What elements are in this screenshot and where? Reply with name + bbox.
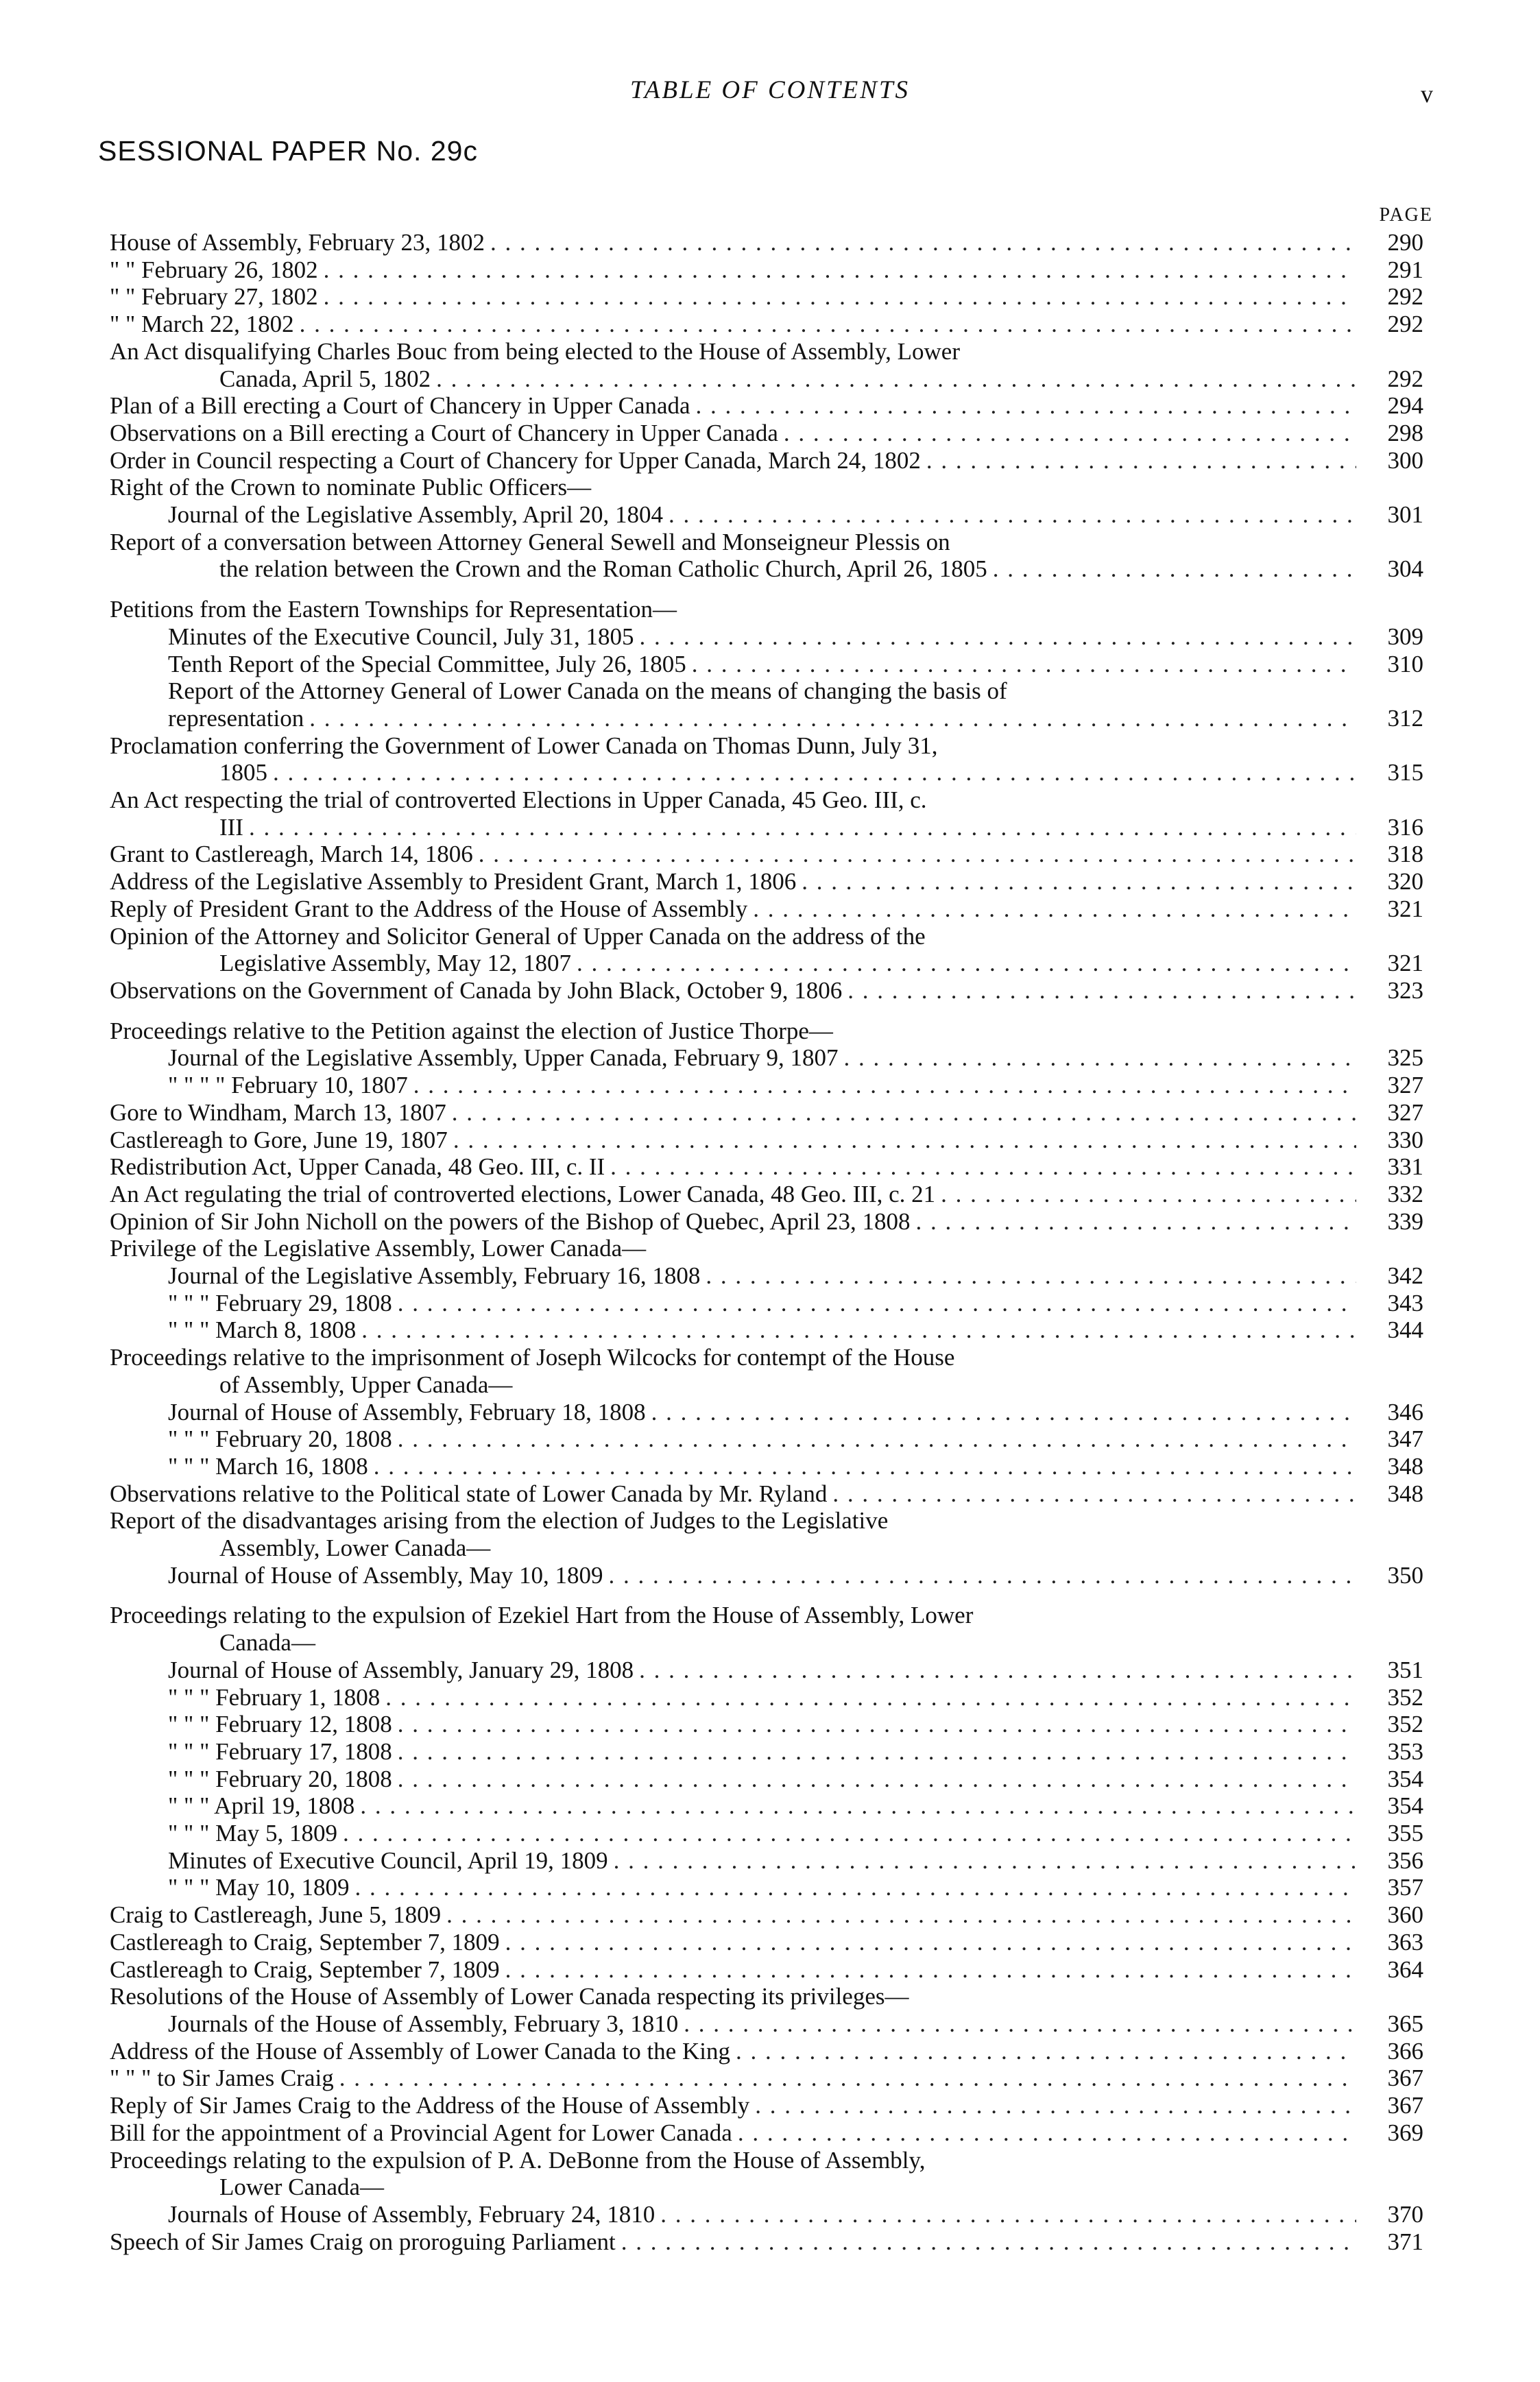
toc-entry-page: 300 bbox=[1387, 446, 1423, 474]
dot-leader bbox=[505, 1929, 1356, 1956]
toc-entry bbox=[168, 1874, 1423, 1901]
toc-entry-page: 332 bbox=[1387, 1180, 1423, 1207]
toc-entry-title: Castlereagh to Gore, June 19, 1807 bbox=[110, 1126, 448, 1153]
toc-entry-title: Journal of the Legislative Assembly, April 20, 1804 bbox=[168, 501, 663, 529]
toc-entry-title: the relation between the Crown and the Roman Catholic Church, April 26, 1805 bbox=[219, 555, 987, 583]
toc-entry-page: 292 bbox=[1387, 283, 1423, 311]
toc-entry bbox=[168, 1792, 1423, 1820]
toc-entry bbox=[168, 1657, 1423, 1684]
toc-entry-title: Canada— bbox=[219, 1629, 315, 1657]
toc-entry bbox=[110, 1983, 1423, 2010]
toc-entry bbox=[110, 2228, 1423, 2256]
dot-leader bbox=[453, 1127, 1356, 1154]
toc-entry-title: " " " February 17, 1808 bbox=[168, 1737, 392, 1765]
toc-entry-title: " " March 22, 1802 bbox=[110, 311, 294, 338]
toc-entry-title: Observations on a Bill erecting a Court of Chancery in Upper Canada bbox=[110, 419, 778, 446]
toc-entry-title: Craig to Castlereagh, June 5, 1809 bbox=[110, 1901, 442, 1929]
toc-entry bbox=[110, 1602, 1423, 1656]
toc-entry bbox=[110, 868, 1423, 895]
dot-leader bbox=[669, 501, 1356, 529]
toc-entry bbox=[110, 2038, 1423, 2065]
toc-entry-page: 357 bbox=[1387, 1874, 1423, 1901]
toc-entry-page: 330 bbox=[1387, 1126, 1423, 1153]
toc-entry bbox=[168, 1711, 1423, 1738]
dot-leader bbox=[941, 1181, 1356, 1208]
toc-entry-title: " " " May 10, 1809 bbox=[168, 1874, 350, 1901]
toc-entry-title: Observations on the Government of Canada by John Black, October 9, 1806 bbox=[110, 976, 843, 1004]
toc-entry-title: Journals of the House of Assembly, February 3, 1810 bbox=[168, 2010, 679, 2037]
toc-entry-title: representation bbox=[168, 704, 304, 732]
toc-entry-title: House of Assembly, February 23, 1802 bbox=[110, 229, 485, 256]
toc-entry-page: 291 bbox=[1387, 256, 1423, 283]
toc-entry-page: 339 bbox=[1387, 1207, 1423, 1235]
dot-leader bbox=[339, 2065, 1356, 2092]
toc-entry-title: Proceedings relative to the Petition against the election of Justice Thorpe— bbox=[110, 1017, 833, 1044]
toc-entry bbox=[168, 1847, 1423, 1875]
toc-entry-page: 327 bbox=[1387, 1072, 1423, 1099]
dot-leader bbox=[505, 1956, 1356, 1984]
toc-entry bbox=[110, 2119, 1423, 2147]
toc-entry-title: Canada, April 5, 1802 bbox=[219, 365, 431, 392]
toc-entry-page: 318 bbox=[1387, 841, 1423, 868]
page-column-header: PAGE bbox=[1379, 204, 1433, 226]
toc-entry-title: Minutes of the Executive Council, July 31, 1805 bbox=[168, 623, 634, 650]
dot-leader bbox=[343, 1820, 1356, 1847]
dot-leader bbox=[832, 1480, 1356, 1508]
dot-leader bbox=[374, 1453, 1356, 1480]
toc-entry-title: " " " February 29, 1808 bbox=[168, 1289, 392, 1316]
dot-leader bbox=[738, 2119, 1356, 2147]
toc-entry bbox=[168, 1766, 1423, 1793]
toc-entry-title: Assembly, Lower Canada— bbox=[219, 1535, 491, 1562]
toc-entry-page: 292 bbox=[1387, 311, 1423, 338]
toc-entry-page: 347 bbox=[1387, 1425, 1423, 1453]
toc-entry bbox=[110, 596, 1423, 623]
running-title: TABLE OF CONTENTS bbox=[629, 76, 911, 104]
toc-entry-page: 331 bbox=[1387, 1153, 1423, 1181]
toc-entry-title: " " " March 16, 1808 bbox=[168, 1452, 368, 1480]
toc-entry bbox=[110, 1208, 1423, 1236]
toc-entry-title: 1805 bbox=[219, 759, 267, 786]
dot-leader bbox=[577, 950, 1356, 977]
toc-entry-page: 354 bbox=[1387, 1765, 1423, 1792]
toc-entry-title: Observations relative to the Political state of Lower Canada by Mr. Ryland bbox=[110, 1480, 828, 1507]
dot-leader bbox=[640, 623, 1357, 651]
toc-entry bbox=[168, 1684, 1423, 1711]
toc-entry-title: " " " February 1, 1808 bbox=[168, 1683, 381, 1711]
toc-entry-title: " " " February 20, 1808 bbox=[168, 1425, 392, 1453]
toc-entry-title: Proceedings relating to the expulsion of P. A. DeBonne from the House of Assembly, bbox=[110, 2146, 926, 2174]
dot-leader bbox=[398, 1711, 1356, 1738]
toc-entry-title: Petitions from the Eastern Townships for Representation— bbox=[110, 596, 677, 623]
toc-entry-page: 355 bbox=[1387, 1820, 1423, 1847]
dot-leader bbox=[490, 229, 1356, 256]
toc-entry-title: Proclamation conferring the Government of Lower Canada on Thomas Dunn, July 31, bbox=[110, 732, 938, 759]
toc-entry bbox=[168, 651, 1423, 678]
toc-entry bbox=[110, 392, 1423, 420]
dot-leader bbox=[385, 1684, 1356, 1711]
dot-leader bbox=[755, 2092, 1356, 2119]
toc-entry bbox=[110, 732, 1423, 786]
toc-entry-page: 298 bbox=[1387, 419, 1423, 446]
dot-leader bbox=[684, 2010, 1356, 2038]
toc-entry bbox=[168, 1262, 1423, 1290]
toc-entry-title: Tenth Report of the Special Committee, July 26, 1805 bbox=[168, 650, 686, 677]
toc-entry-title: Journal of House of Assembly, February 18, 1808 bbox=[168, 1398, 646, 1425]
toc-entry bbox=[110, 2065, 1423, 2092]
dot-leader bbox=[398, 1766, 1356, 1793]
toc-entry-page: 292 bbox=[1387, 365, 1423, 392]
toc-entry-title: Journal of the Legislative Assembly, February 16, 1808 bbox=[168, 1262, 701, 1290]
toc-entry bbox=[110, 283, 1423, 311]
dot-leader bbox=[692, 651, 1356, 678]
toc-entry bbox=[168, 1820, 1423, 1847]
toc-entry-title: Proceedings relative to the imprisonment of Joseph Wilcocks for contempt of the House bbox=[110, 1344, 955, 1371]
toc-entry-page: 312 bbox=[1387, 704, 1423, 732]
toc-entry-title: Minutes of Executive Council, April 19, 1809 bbox=[168, 1846, 608, 1874]
toc-entry-title: An Act disqualifying Charles Bouc from being elected to the House of Assembly, Lower bbox=[110, 337, 960, 365]
toc-entry-title: Castlereagh to Craig, September 7, 1809 bbox=[110, 1928, 500, 1956]
toc-entry bbox=[110, 977, 1423, 1004]
dot-leader bbox=[273, 759, 1356, 786]
dot-leader bbox=[436, 365, 1356, 393]
toc-entry-page: 316 bbox=[1387, 813, 1423, 841]
toc-entry-page: 351 bbox=[1387, 1656, 1423, 1683]
toc-entry-title: " " " May 5, 1809 bbox=[168, 1820, 338, 1847]
toc-entry bbox=[110, 1929, 1423, 1956]
toc-entry bbox=[168, 1290, 1423, 1317]
toc-entry-page: 290 bbox=[1387, 229, 1423, 256]
toc-entry-page: 342 bbox=[1387, 1262, 1423, 1290]
toc-entry bbox=[168, 623, 1423, 651]
sessional-paper-label: SESSIONAL PAPER No. 29c bbox=[98, 135, 478, 167]
toc-entry-title: Opinion of Sir John Nicholl on the powers of the Bishop of Quebec, April 23, 1808 bbox=[110, 1207, 911, 1235]
toc-entry-title: Privilege of the Legislative Assembly, Lower Canada— bbox=[110, 1235, 647, 1262]
toc-entry-page: 321 bbox=[1387, 950, 1423, 977]
toc-entry-page: 364 bbox=[1387, 1956, 1423, 1983]
toc-entry bbox=[168, 2010, 1423, 2038]
toc-entry-page: 353 bbox=[1387, 1737, 1423, 1765]
toc-entry bbox=[110, 923, 1423, 977]
toc-entry bbox=[168, 1044, 1423, 1072]
dot-leader bbox=[479, 841, 1356, 868]
toc-entry-page: 350 bbox=[1387, 1561, 1423, 1589]
toc-entry-title: Reply of President Grant to the Address of the House of Assembly bbox=[110, 895, 748, 922]
toc-entry-title: III bbox=[219, 813, 243, 841]
toc-entry bbox=[110, 1956, 1423, 1984]
toc-entry-page: 370 bbox=[1387, 2200, 1423, 2228]
toc-entry bbox=[110, 1507, 1423, 1561]
toc-entry-title: Address of the House of Assembly of Lower Canada to the King bbox=[110, 2037, 730, 2065]
toc-entry-title: " " " to Sir James Craig bbox=[110, 2065, 334, 2092]
toc-entry-page: 344 bbox=[1387, 1316, 1423, 1344]
toc-entry bbox=[110, 256, 1423, 284]
toc-entry-page: 315 bbox=[1387, 759, 1423, 786]
toc-entry-title: Bill for the appointment of a Provincial Agent for Lower Canada bbox=[110, 2119, 732, 2146]
toc-entry-title: Opinion of the Attorney and Solicitor General of Upper Canada on the address of the bbox=[110, 922, 926, 950]
toc-entry-title: Legislative Assembly, May 12, 1807 bbox=[219, 950, 571, 977]
toc-entry bbox=[168, 1425, 1423, 1453]
dot-leader bbox=[398, 1738, 1356, 1766]
toc-entry-title: Grant to Castlereagh, March 14, 1806 bbox=[110, 841, 473, 868]
toc-entry-page: 356 bbox=[1387, 1846, 1423, 1874]
toc-entry-title: Report of a conversation between Attorney General Sewell and Monseigneur Plessis on bbox=[110, 528, 950, 555]
toc-entry bbox=[168, 1399, 1423, 1426]
dot-leader bbox=[916, 1208, 1356, 1236]
toc-entry bbox=[110, 338, 1423, 392]
toc-entry bbox=[110, 1235, 1423, 1262]
dot-leader bbox=[610, 1153, 1356, 1181]
dot-leader bbox=[660, 2201, 1356, 2228]
toc-entry-title: Lower Canada— bbox=[219, 2174, 385, 2201]
dot-leader bbox=[361, 1316, 1356, 1344]
toc-entry-page: 321 bbox=[1387, 895, 1423, 922]
toc-entry-title: Journal of the Legislative Assembly, Upper Canada, February 9, 1807 bbox=[168, 1044, 839, 1072]
dot-leader bbox=[784, 420, 1356, 447]
toc-entry-page: 327 bbox=[1387, 1098, 1423, 1126]
toc-entry-page: 325 bbox=[1387, 1044, 1423, 1072]
toc-entry-page: 294 bbox=[1387, 392, 1423, 420]
dot-leader bbox=[355, 1874, 1356, 1901]
toc-entry-page: 366 bbox=[1387, 2037, 1423, 2065]
dot-leader bbox=[639, 1657, 1356, 1684]
toc-entry bbox=[168, 1316, 1423, 1344]
toc-entry bbox=[168, 1072, 1423, 1099]
dot-leader bbox=[452, 1099, 1356, 1127]
toc-entry-title: Resolutions of the House of Assembly of Lower Canada respecting its privileges— bbox=[110, 1983, 909, 2010]
toc-entry-page: 346 bbox=[1387, 1398, 1423, 1425]
toc-entry bbox=[168, 1562, 1423, 1589]
toc-entry-page: 352 bbox=[1387, 1711, 1423, 1738]
toc-entry-title: Proceedings relating to the expulsion of Ezekiel Hart from the House of Assembly, Lower bbox=[110, 1602, 974, 1629]
dot-leader bbox=[696, 392, 1356, 420]
dot-leader bbox=[614, 1847, 1356, 1875]
toc-entry bbox=[110, 1480, 1423, 1508]
toc-entry-title: Journal of House of Assembly, May 10, 1809 bbox=[168, 1561, 603, 1589]
toc-entry-title: Journal of House of Assembly, January 29, 1808 bbox=[168, 1656, 634, 1683]
toc-entry-page: 348 bbox=[1387, 1480, 1423, 1507]
toc-entry-page: 309 bbox=[1387, 623, 1423, 650]
toc-entry bbox=[110, 474, 1423, 501]
toc-entry-title: Redistribution Act, Upper Canada, 48 Geo. III, c. II bbox=[110, 1153, 605, 1181]
toc-entry bbox=[110, 1127, 1423, 1154]
toc-entry bbox=[110, 1153, 1423, 1181]
dot-leader bbox=[309, 705, 1356, 732]
dot-leader bbox=[413, 1072, 1356, 1099]
toc-entry bbox=[110, 841, 1423, 868]
toc-entry bbox=[110, 420, 1423, 447]
toc-entry-title: " " " February 20, 1808 bbox=[168, 1765, 392, 1792]
toc-entry-title: " " February 26, 1802 bbox=[110, 256, 318, 283]
toc-entry-page: 371 bbox=[1387, 2228, 1423, 2255]
dot-leader bbox=[802, 868, 1356, 895]
toc-entry-title: Address of the Legislative Assembly to President Grant, March 1, 1806 bbox=[110, 868, 797, 895]
toc-entry bbox=[110, 1181, 1423, 1208]
toc-entry-page: 304 bbox=[1387, 555, 1423, 583]
dot-leader bbox=[398, 1290, 1356, 1317]
toc-entry-page: 367 bbox=[1387, 2065, 1423, 2092]
toc-entry-page: 363 bbox=[1387, 1928, 1423, 1956]
toc-entry bbox=[168, 1738, 1423, 1766]
toc-entry-page: 343 bbox=[1387, 1289, 1423, 1316]
toc-entry-title: Speech of Sir James Craig on proroguing Parliament bbox=[110, 2228, 616, 2255]
dot-leader bbox=[608, 1562, 1356, 1589]
toc-entry-title: Order in Council respecting a Court of Chancery for Upper Canada, March 24, 1802 bbox=[110, 446, 921, 474]
dot-leader bbox=[398, 1425, 1356, 1453]
toc-entry bbox=[110, 311, 1423, 338]
toc-entry bbox=[110, 1099, 1423, 1127]
dot-leader bbox=[300, 311, 1356, 338]
toc-entry-page: 323 bbox=[1387, 976, 1423, 1004]
dot-leader bbox=[446, 1901, 1356, 1929]
dot-leader bbox=[324, 283, 1356, 311]
toc-entry-title: Gore to Windham, March 13, 1807 bbox=[110, 1098, 446, 1126]
toc-entry bbox=[110, 1018, 1423, 1045]
toc-entry-page: 369 bbox=[1387, 2119, 1423, 2146]
toc-entry-title: An Act regulating the trial of controverted elections, Lower Canada, 48 Geo. III, c. 21 bbox=[110, 1180, 936, 1207]
toc-entry-page: 320 bbox=[1387, 868, 1423, 895]
toc-entry bbox=[168, 501, 1423, 529]
toc-entry-page: 354 bbox=[1387, 1792, 1423, 1820]
toc-entry bbox=[110, 529, 1423, 583]
toc-entry bbox=[110, 447, 1423, 474]
toc-entry-title: Reply of Sir James Craig to the Address of the House of Assembly bbox=[110, 2092, 750, 2119]
toc-entry-title: " " " February 12, 1808 bbox=[168, 1711, 392, 1738]
dot-leader bbox=[753, 895, 1356, 923]
toc-entry bbox=[110, 1344, 1423, 1398]
dot-leader bbox=[736, 2038, 1356, 2065]
toc-entry-title: Journals of House of Assembly, February 24, 1810 bbox=[168, 2200, 655, 2228]
table-of-contents bbox=[0, 229, 1540, 2255]
toc-entry-title: An Act respecting the trial of controverted Elections in Upper Canada, 45 Geo. III, c. bbox=[110, 786, 927, 814]
toc-entry bbox=[168, 2201, 1423, 2228]
toc-entry-title: of Assembly, Upper Canada— bbox=[219, 1371, 513, 1398]
toc-entry-title: Report of the Attorney General of Lower Canada on the means of changing the basis of bbox=[168, 677, 1007, 705]
toc-entry-page: 352 bbox=[1387, 1683, 1423, 1711]
toc-entry-title: " " " April 19, 1808 bbox=[168, 1792, 355, 1820]
toc-entry-title: " " " " February 10, 1807 bbox=[168, 1072, 408, 1099]
toc-entry bbox=[110, 2147, 1423, 2201]
toc-entry-page: 360 bbox=[1387, 1901, 1423, 1929]
dot-leader bbox=[651, 1399, 1356, 1426]
toc-entry bbox=[110, 229, 1423, 256]
toc-entry bbox=[110, 786, 1423, 841]
dot-leader bbox=[706, 1262, 1356, 1290]
dot-leader bbox=[324, 256, 1356, 284]
toc-entry bbox=[168, 677, 1423, 732]
dot-leader bbox=[926, 447, 1356, 474]
toc-entry-title: Right of the Crown to nominate Public Officers— bbox=[110, 474, 592, 501]
toc-entry-page: 367 bbox=[1387, 2092, 1423, 2119]
dot-leader bbox=[844, 1044, 1356, 1072]
toc-entry bbox=[110, 895, 1423, 923]
toc-entry-title: Plan of a Bill erecting a Court of Chancery in Upper Canada bbox=[110, 392, 690, 420]
dot-leader bbox=[249, 814, 1356, 841]
dot-leader bbox=[993, 555, 1356, 583]
dot-leader bbox=[360, 1792, 1356, 1820]
toc-entry-page: 310 bbox=[1387, 650, 1423, 677]
page-number-roman: v bbox=[1421, 80, 1433, 108]
toc-entry bbox=[110, 2092, 1423, 2119]
toc-entry-title: " " " March 8, 1808 bbox=[168, 1316, 357, 1344]
toc-entry-page: 301 bbox=[1387, 501, 1423, 529]
toc-entry-title: Castlereagh to Craig, September 7, 1809 bbox=[110, 1956, 500, 1983]
toc-entry-title: " " February 27, 1802 bbox=[110, 283, 318, 311]
toc-entry bbox=[168, 1453, 1423, 1480]
toc-entry-title: Report of the disadvantages arising from the election of Judges to the Legislative bbox=[110, 1507, 889, 1535]
toc-entry bbox=[110, 1901, 1423, 1929]
toc-entry-page: 365 bbox=[1387, 2010, 1423, 2037]
dot-leader bbox=[621, 2228, 1356, 2256]
toc-entry-page: 348 bbox=[1387, 1452, 1423, 1480]
dot-leader bbox=[847, 977, 1356, 1004]
